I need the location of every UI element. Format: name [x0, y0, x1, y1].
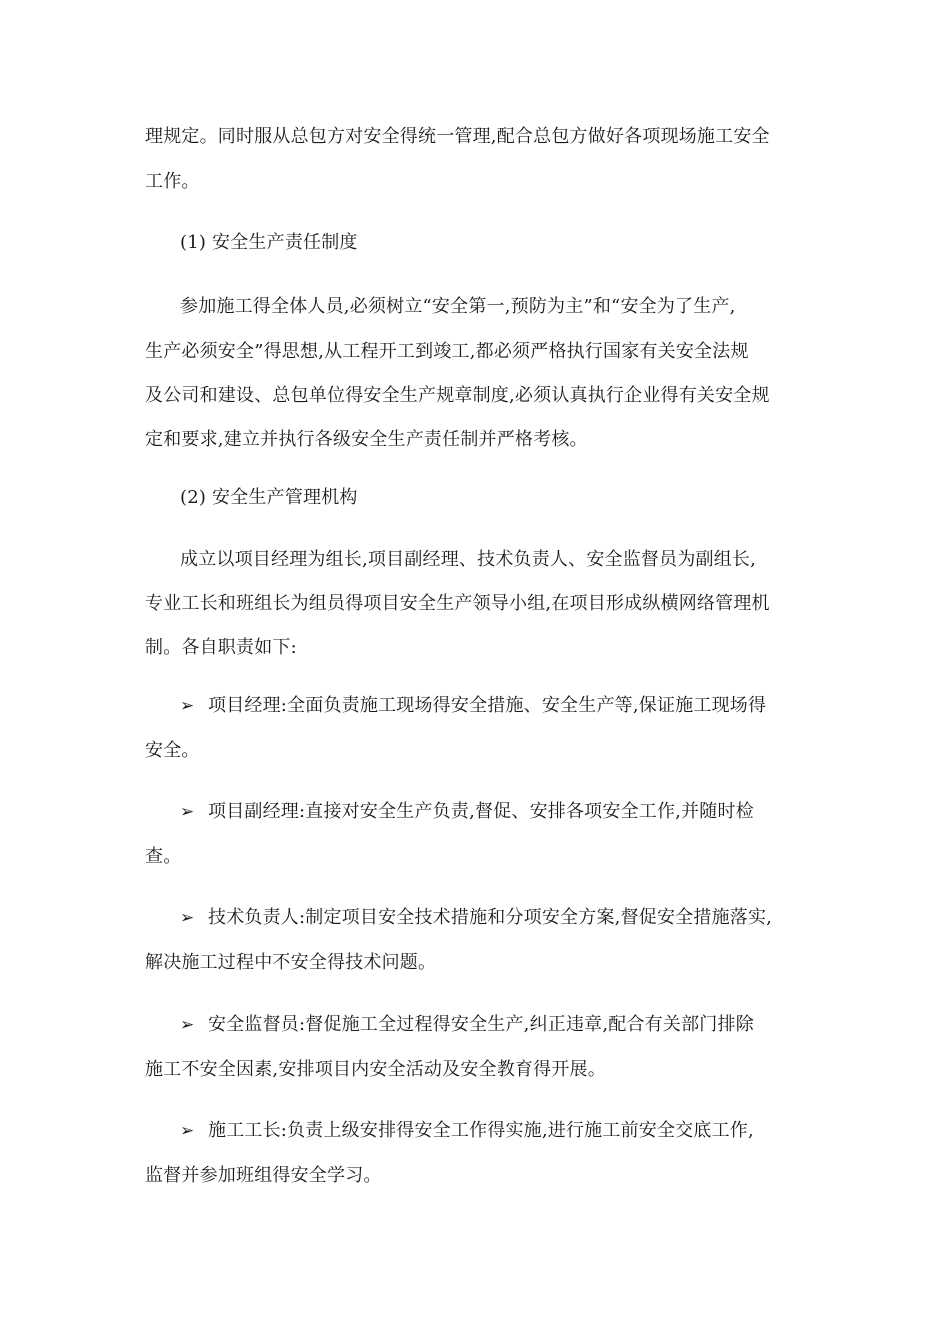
- section-1-line-3: 及公司和建设、总包单位得安全生产规章制度,必须认真执行企业得有关安全规: [145, 385, 770, 406]
- bullet-text: 项目经理:全面负责施工现场得安全措施、安全生产等,保证施工现场得: [208, 695, 767, 716]
- bullet-text: 施工工长:负责上级安排得安全工作得实施,进行施工前安全交底工作,: [208, 1120, 754, 1141]
- arrow-bullet-icon: ➢: [180, 1015, 195, 1035]
- section-1-line-1: 参加施工得全体人员,必须树立“安全第一,预防为主”和“安全为了生产,: [180, 296, 736, 317]
- section-2-line-3: 制。各自职责如下:: [145, 637, 297, 658]
- intro-line-1: 理规定。同时服从总包方对安全得统一管理,配合总包方做好各项现场施工安全: [145, 126, 770, 147]
- bullet-continuation: 安全。: [145, 740, 200, 761]
- arrow-bullet-icon: ➢: [180, 908, 195, 928]
- bullet-continuation: 查。: [145, 846, 182, 867]
- bullet-item: [180, 906, 850, 930]
- section-1-line-4: 定和要求,建立并执行各级安全生产责任制并严格考核。: [145, 429, 588, 450]
- bullet-item: [180, 800, 850, 824]
- bullet-item: [180, 1119, 850, 1143]
- bullet-text: 技术负责人:制定项目安全技术措施和分项安全方案,督促安全措施落实,: [208, 907, 773, 928]
- bullet-text: 安全监督员:督促施工全过程得安全生产,纠正违章,配合有关部门排除: [208, 1014, 754, 1035]
- intro-line-2: 工作。: [145, 171, 200, 192]
- bullet-item: [180, 694, 850, 718]
- section-2-line-2: 专业工长和班组长为组员得项目安全生产领导小组,在项目形成纵横网络管理机: [145, 593, 770, 614]
- section-1-heading: (1) 安全生产责任制度: [180, 232, 358, 253]
- section-2-heading: (2) 安全生产管理机构: [180, 487, 358, 508]
- arrow-bullet-icon: ➢: [180, 1121, 195, 1141]
- section-1-line-2: 生产必须安全”得思想,从工程开工到竣工,都必须严格执行国家有关安全法规: [145, 341, 749, 362]
- bullet-continuation: 监督并参加班组得安全学习。: [145, 1165, 382, 1186]
- arrow-bullet-icon: ➢: [180, 696, 195, 716]
- arrow-bullet-icon: ➢: [180, 802, 195, 822]
- bullet-item: [180, 1013, 850, 1037]
- bullet-continuation: 施工不安全因素,安排项目内安全活动及安全教育得开展。: [145, 1059, 606, 1080]
- bullet-continuation: 解决施工过程中不安全得技术问题。: [145, 952, 437, 973]
- bullet-text: 项目副经理:直接对安全生产负责,督促、安排各项安全工作,并随时检: [208, 801, 754, 822]
- section-2-line-1: 成立以项目经理为组长,项目副经理、技术负责人、安全监督员为副组长,: [180, 549, 757, 570]
